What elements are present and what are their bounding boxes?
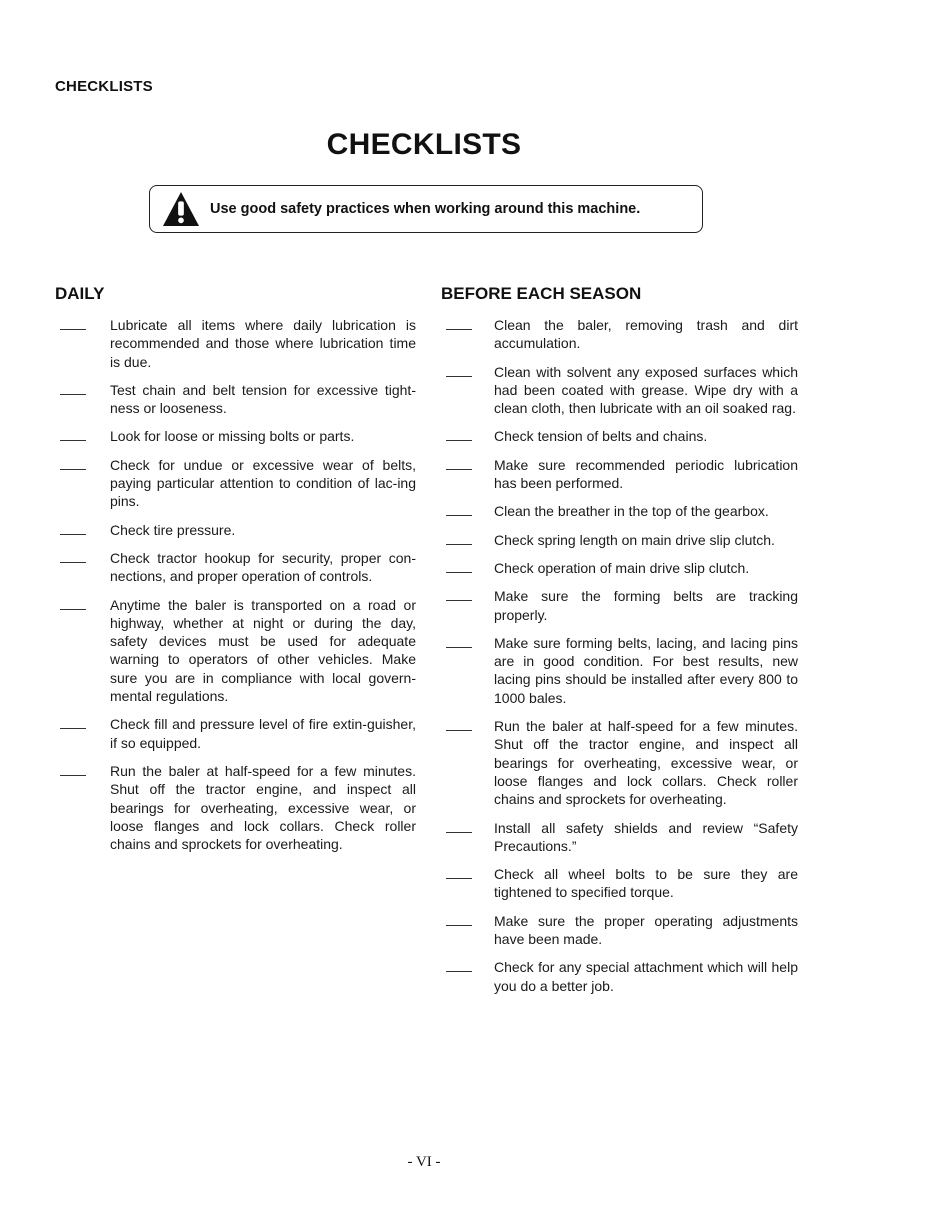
checklist-item: Make sure the proper operating adjustments have been made. — [446, 912, 798, 949]
check-blank[interactable] — [446, 868, 472, 879]
running-head: CHECKLISTS — [55, 78, 153, 95]
page-number: - VI - — [407, 1154, 441, 1170]
check-blank[interactable] — [60, 319, 86, 330]
checklist-item: Clean the baler, removing trash and dirt accumulation. — [446, 316, 798, 353]
before-each-season-checklist — [446, 316, 798, 1005]
checklist-item: Check tension of belts and chains. — [446, 427, 798, 445]
checklist-item: Check tractor hookup for security, proper con-nections, and proper operation of controls. — [60, 549, 416, 586]
check-blank[interactable] — [446, 505, 472, 516]
check-blank[interactable] — [60, 718, 86, 729]
checklist-item: Make sure the forming belts are tracking properly. — [446, 587, 798, 624]
safety-notice — [149, 185, 703, 233]
check-blank[interactable] — [446, 915, 472, 926]
check-blank[interactable] — [446, 720, 472, 731]
checklist-item: Clean the breather in the top of the gearbox. — [446, 502, 798, 520]
before-each-season-heading: BEFORE EACH SEASON — [441, 284, 642, 303]
checklist-item: Check operation of main drive slip clutch. — [446, 559, 798, 577]
checklist-item: Run the baler at half-speed for a few minutes. Shut off the tractor engine, and inspect all bearings for overheating, excessive wear, or loose flanges and lock collars. Check roller chains and sprockets for overheating. — [446, 717, 798, 808]
checklist-item: Clean with solvent any exposed surfaces which had been coated with grease. Wipe dry with a clean cloth, then lubricate with an oil soaked rag. — [446, 363, 798, 418]
checklist-item: Check for undue or excessive wear of belts, paying particular attention to condition of lac-ing pins. — [60, 456, 416, 511]
daily-checklist — [60, 316, 416, 863]
check-blank[interactable] — [60, 384, 86, 395]
check-blank[interactable] — [60, 524, 86, 535]
check-blank[interactable] — [446, 822, 472, 833]
check-blank[interactable] — [60, 765, 86, 776]
check-blank[interactable] — [60, 552, 86, 563]
check-blank[interactable] — [60, 599, 86, 610]
check-blank[interactable] — [446, 562, 472, 573]
page-title: CHECKLISTS — [326, 128, 522, 161]
check-blank[interactable] — [446, 637, 472, 648]
check-blank[interactable] — [446, 319, 472, 330]
checklist-item: Make sure forming belts, lacing, and lacing pins are in good condition. For best results, new lacing pins should be installed after every 800 to 1000 bales. — [446, 634, 798, 707]
check-blank[interactable] — [446, 366, 472, 377]
checklist-item: Make sure recommended periodic lubrication has been performed. — [446, 456, 798, 493]
check-blank[interactable] — [446, 459, 472, 470]
checklist-item: Install all safety shields and review “Safety Precautions.” — [446, 819, 798, 856]
daily-heading: DAILY — [55, 284, 105, 303]
check-blank[interactable] — [446, 430, 472, 441]
checklist-item: Anytime the baler is transported on a road or highway, whether at night or during the day, safety devices must be used for adequate warning to operators of other vehicles. Make sure you are in compliance with local govern-mental regulations. — [60, 596, 416, 706]
check-blank[interactable] — [446, 590, 472, 601]
checklist-item: Run the baler at half-speed for a few minutes. Shut off the tractor engine, and inspect all bearings for overheating, excessive wear, or loose flanges and lock collars. Check roller chains and sprockets for overheating. — [60, 762, 416, 853]
check-blank[interactable] — [60, 430, 86, 441]
checklist-item: Check tire pressure. — [60, 521, 416, 539]
checklist-item: Check spring length on main drive slip clutch. — [446, 531, 798, 549]
checklist-item: Test chain and belt tension for excessive tight-ness or looseness. — [60, 381, 416, 418]
safety-notice-text: Use good safety practices when working around this machine. — [210, 201, 641, 217]
check-blank[interactable] — [446, 534, 472, 545]
checklist-item: Check for any special attachment which will help you do a better job. — [446, 958, 798, 995]
checklist-item: Lubricate all items where daily lubrication is recommended and those where lubrication time is due. — [60, 316, 416, 371]
checklist-item: Check fill and pressure level of fire extin-guisher, if so equipped. — [60, 715, 416, 752]
checklist-item: Check all wheel bolts to be sure they are tightened to specified torque. — [446, 865, 798, 902]
check-blank[interactable] — [446, 961, 472, 972]
checklist-item: Look for loose or missing bolts or parts. — [60, 427, 416, 445]
warning-triangle-icon — [162, 191, 200, 227]
check-blank[interactable] — [60, 459, 86, 470]
